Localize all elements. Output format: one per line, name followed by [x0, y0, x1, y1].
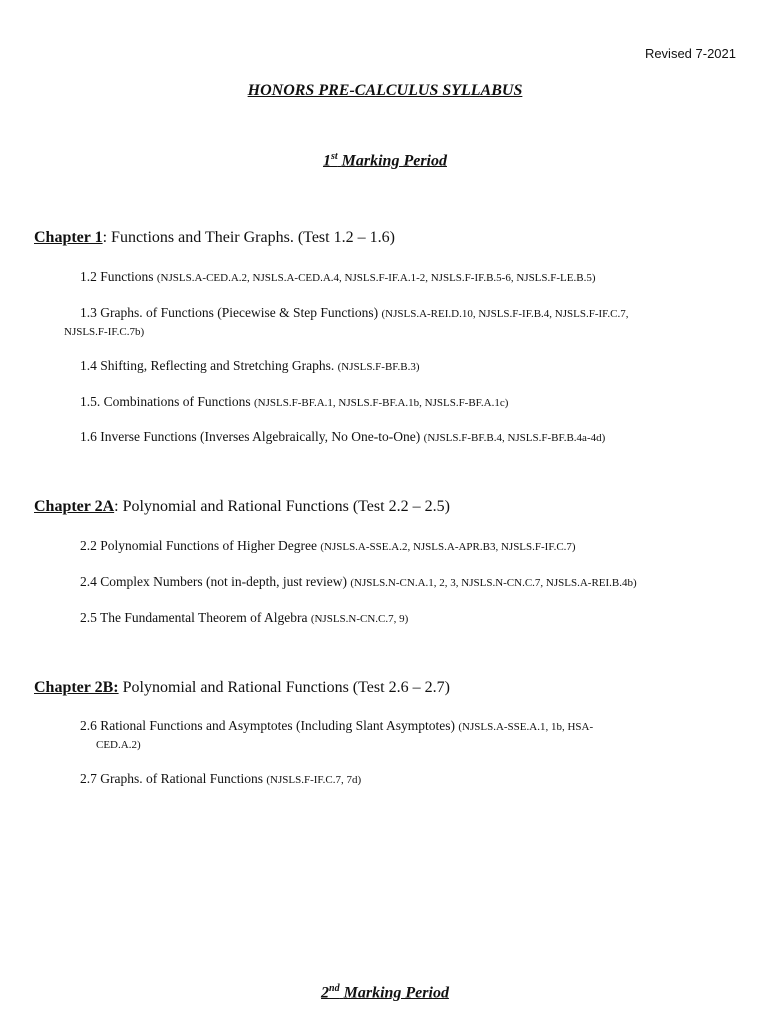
- section-item: [80, 357, 720, 376]
- section-standards: (NJSLS.F-BF.B.3): [337, 361, 420, 373]
- chapter-heading: [34, 498, 450, 516]
- section-standards: (NJSLS.F-BF.A.1, NJSLS.F-BF.A.1b, NJSLS.F-BF.A.1c): [254, 397, 509, 409]
- chapter-title: : Polynomial and Rational Functions (Test 2.2 – 2.5): [114, 498, 450, 515]
- section-item: [64, 304, 720, 341]
- section-standards: (NJSLS.N-CN.A.1, 2, 3, NJSLS.N-CN.C.7, NJSLS.A-REI.B.4b): [350, 577, 637, 589]
- section-standards: (NJSLS.A-SSE.A.1, 1b, HSA-: [458, 721, 594, 733]
- chapter-heading: [34, 679, 450, 697]
- section-item: [80, 268, 720, 287]
- section-standards: (NJSLS.F-BF.B.4, NJSLS.F-BF.B.4a-4d): [423, 432, 606, 444]
- section-item: [80, 393, 720, 412]
- chapter-title: : Functions and Their Graphs. (Test 1.2 – 1.6): [102, 229, 395, 246]
- section-text: 1.2 Functions: [80, 269, 157, 284]
- marking-period-label: Marking Period: [341, 152, 447, 170]
- section-standards: (NJSLS.A-CED.A.2, NJSLS.A-CED.A.4, NJSLS.F-IF.A.1-2, NJSLS.F-IF.B.5-6, NJSLS.F-LE.B.5): [156, 272, 596, 284]
- section-text: 2.7 Graphs. of Rational Functions: [80, 771, 267, 786]
- section-item: [80, 428, 720, 447]
- section-item: [80, 537, 720, 556]
- chapter-label: Chapter 2B:: [34, 679, 119, 696]
- marking-period-label: Marking Period: [343, 984, 449, 1002]
- section-item: [80, 609, 720, 628]
- section-text: 2.6 Rational Functions and Asymptotes (Including Slant Asymptotes): [80, 718, 459, 733]
- marking-period-heading: [0, 983, 770, 1002]
- section-item: [80, 573, 720, 592]
- section-text: 1.5. Combinations of Functions: [80, 394, 255, 409]
- section-text: 1.6 Inverse Functions (Inverses Algebraically, No One-to-One): [80, 429, 424, 444]
- marking-period-ordinal: nd: [329, 983, 340, 994]
- marking-period-ordinal: st: [330, 151, 338, 162]
- section-standards: (NJSLS.A-REI.D.10, NJSLS.F-IF.B.4, NJSLS.F-IF.C.7,: [381, 308, 629, 320]
- section-text: 2.5 The Fundamental Theorem of Algebra: [80, 610, 311, 625]
- section-standards: (NJSLS.N-CN.C.7, 9): [310, 613, 409, 625]
- section-standards: (NJSLS.F-IF.C.7, 7d): [266, 774, 362, 786]
- chapter-title: Polynomial and Rational Functions (Test 2.6 – 2.7): [118, 679, 450, 696]
- chapter-label: Chapter 2A: [34, 498, 115, 515]
- marking-period-number: 2: [321, 984, 330, 1002]
- chapter-heading: [34, 229, 395, 247]
- section-text: 2.2 Polynomial Functions of Higher Degree: [80, 538, 321, 553]
- section-item: [80, 770, 720, 789]
- section-text: 1.4 Shifting, Reflecting and Stretching Graphs.: [80, 358, 338, 373]
- section-standards-continuation: CED.A.2): [96, 739, 141, 751]
- section-standards: (NJSLS.A-SSE.A.2, NJSLS.A-APR.B3, NJSLS.F-IF.C.7): [320, 541, 576, 553]
- document-title: HONORS PRE-CALCULUS SYLLABUS: [247, 82, 523, 99]
- marking-period-heading: [0, 151, 770, 170]
- section-standards-continuation: NJSLS.F-IF.C.7b): [64, 326, 145, 338]
- section-item: [80, 717, 720, 754]
- section-text: 1.3 Graphs. of Functions (Piecewise & Step Functions): [80, 305, 382, 320]
- chapter-label: Chapter 1: [34, 229, 103, 246]
- revision-note: Revised 7-2021: [644, 46, 736, 61]
- marking-period-number: 1: [322, 152, 331, 170]
- section-text: 2.4 Complex Numbers (not in-depth, just review): [80, 574, 351, 589]
